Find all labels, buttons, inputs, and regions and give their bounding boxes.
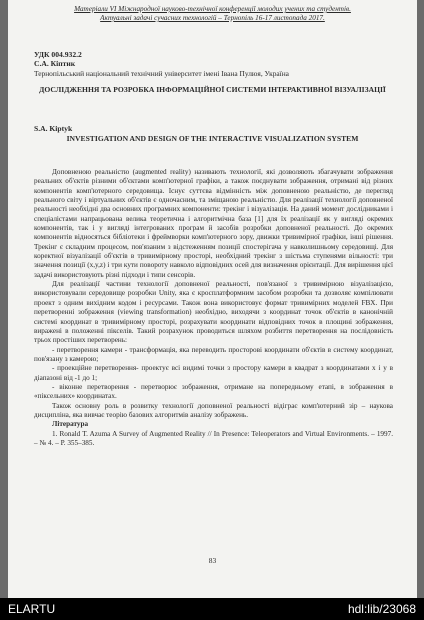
paragraph: Також основну роль в розвитку технології доповненої реальності відіграє комп'ютерний зір – наукова дисципліна, яка вивчає теорію базових алгоритмів аналізу зображень.	[34, 401, 393, 419]
paragraph: Для реалізації частини технології доповненої реальності, пов'язаної з тривимірною візуалізацією, використовували середовище розробки Unity, яка є кросплатформним засобом розробки та дозволяє компілювати проект з одним вихідним кодом і ресурсами. Також вона використовує формат тривимірних моделей FBX. При перетворенні зображення (viewing transformation) необхідно, виходячи з координат точок об'єктів в канонічній системі координат в тривимірному просторі, розрахувати координати відповідних точок в площині зображення, виражені в положенні пікселів. Такий розрахунок проводиться шляхом розбиття перетворення на послідовність трьох простіших перетворень:	[34, 280, 393, 345]
author-en: S.A. Kiptyk	[34, 124, 73, 133]
handle-id: hdl:lib/23068	[347, 602, 416, 616]
paragraph: - віконне перетворення - перетворює зображення, отримане на попередньому етапі, в зображення в «піксельних» координатах.	[34, 382, 393, 401]
repository-name: ELARTU	[8, 602, 56, 616]
udc-code: УДК 004.932.2	[34, 50, 82, 59]
running-header	[26, 5, 399, 23]
title-ua: ДОСЛІДЖЕННЯ ТА РОЗРОБКА ІНФОРМАЦІЙНОЇ СИСТЕМИ ІНТЕРАКТИВНОЇ ВІЗУАЛІЗАЦІЇ	[39, 85, 386, 94]
title-en: INVESTIGATION AND DESIGN OF THE INTERACTIVE VISUALIZATION SYSTEM	[66, 134, 359, 143]
reference-item: 1. Ronald T. Azuma A Survey of Augmented Reality // In Presence: Teleoperators and Virtual Environments. – 1997. – № 4. – Р. 355–385.	[34, 429, 393, 447]
document-page	[8, 0, 417, 598]
header-line-2: Актуальні задачі сучасних технологій – Тернопіль 16-17 листопада 2017.	[100, 14, 325, 22]
body-text	[34, 168, 393, 448]
author-ua: С.А. Кіптик	[34, 59, 76, 69]
header-line-1: Матеріали VI Міжнародної науково-технічної конференції молодих учених та студентів.	[74, 5, 351, 13]
page-number: 83	[208, 556, 217, 565]
affiliation: Тернопільський національний технічний університет імені Івана Пулюя, Україна	[34, 69, 289, 78]
references-heading: Література	[52, 420, 89, 429]
udc-block	[34, 50, 82, 69]
paragraph: Доповненою реальністю (augmented reality) називають технології, які дозволяють збагачувати зображення реальних об'єктів різними об'єктами комп'ютерної графіки, а також поєднувати зображення, отримані від різних компонентів комп'ютерного середовища. Існує суттєва відмінність між доповненою реальністю, де перегляд реального світу і віртуальних об'єктів є одночасним, та зміщаною реальністю. Для реалізації технології доповненої реальності необхідні два основних програмних компоненти: трекінг і візуалізація. На даний момент дослідниками і спеціалістами напрацьована велика теоретична і алгоритмічна база [1] для їх реалізації як у вигляді окремих компонентів, так і у вигляді інтегрованих програм й засобів розробки доповненої реальності. До окремих компонентів відносяться бібліотеки і фреймворки комп'ютерного зору, движки тривимірної графіки, інші рішення. Трекінг є складним процесом, пов'язаним з відстеженням позиції спостерігача у навколишньому середовищі. Для коректної візуалізації об'єктів в тривимірному просторі, необхідний трекінг з шістьма ступенями вільності: три значення позиції (x,y,z) і три кути повороту навколо відповідних осей для визначення орієнтації. Для вирішення цієї задачі використовують різні підходи і типи сенсорів.	[34, 168, 393, 279]
paragraph: - перетворення камери - трансформація, яка переводить просторові координати об'єктів в систему координат, пов'язану з камерою;	[34, 345, 393, 363]
repository-footer-bar	[0, 598, 424, 620]
paragraph: - проекційне перетворення- проектує всі видимі точки з простору камери в квадрат з координатами x і y в діапазоні від -1 до 1;	[34, 364, 393, 382]
